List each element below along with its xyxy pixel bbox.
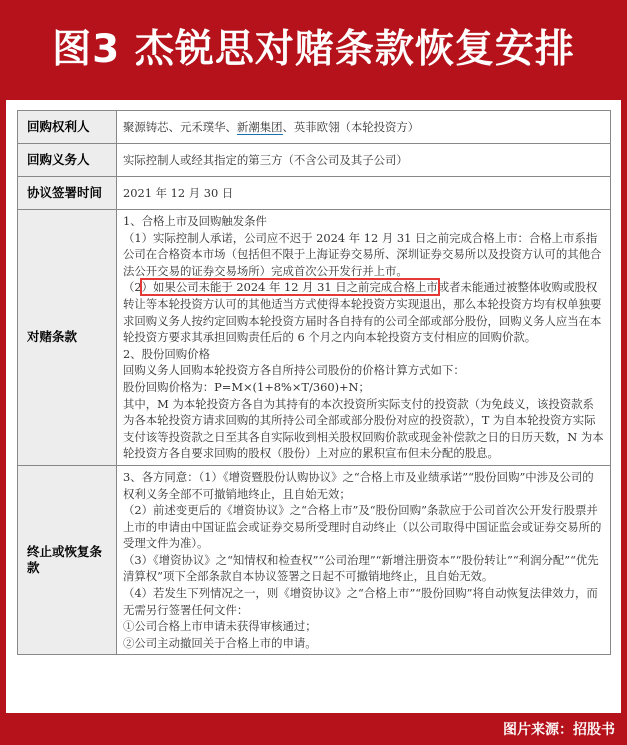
paragraph: 2、股份回购价格 <box>123 346 210 361</box>
paragraph: 1、合格上市及回购触发条件 <box>123 214 267 228</box>
paragraph: （2）前述变更后的《增资协议》之“合格上市”及“股份回购”条款应于公司首次公开发行股票并上市的申请由中国证监会或证券交易所受理时自动终止（以公司取得中国证监会或证券交易所的受理文件为准）。 <box>123 503 602 551</box>
row-label-repurchase-obligor: 回购义务人 <box>18 144 117 177</box>
paragraph: 3、各方同意：（1）《增资暨股份认购协议》之“合格上市及业绩承诺”“股份回购”中涉及公司的权利义务全部不可撤销地终止，且自始无效； <box>123 469 594 501</box>
paragraph: ②公司主动撤回关于合格上市的申请。 <box>123 635 317 650</box>
paragraph: 其中，M 为本轮投资方各自为其持有的本次投资所实际支付的投资款（为免歧义，该投资款系为各本轮投资方请求回购的其所持公司全部或部分股份对应的投资款），T 为自本轮投资方实际支付该等投资款之日至其各自实际收到相关股权回购价款或现金补偿款之日的日历天数，N 为本轮投资方各自要求回购的股权（股份）上对应的累积宣布但未分配的股息。 <box>123 396 604 461</box>
table-row <box>18 465 611 655</box>
table-row <box>18 177 611 210</box>
underlined-company: 新潮集团 <box>236 119 283 134</box>
text-rest: 或者未能通过被整体收购或股权转让等本轮投资方认可的其他适当方式使得本轮投资方实现退出，那么本轮投资方均有权单独要求回购义务人按约定回购本轮投资方届时各自持有的公司全部或部分股份，回购义务人应当在本轮投资方要求其承担回购责任后的 6 个月之内向本轮投资方支付相应的回购价款。 <box>123 280 602 345</box>
paragraph: （3）《增资协议》之“知情权和检查权”“公司治理”“新增注册资本”“股份转让”“利润分配”“优先清算权”项下全部条款自本协议签署之日起不可撤销地终止，且自始无效。 <box>123 552 599 584</box>
paragraph: 股份回购价格为：P=M×(1+8%×T/360)+N； <box>123 379 370 394</box>
paragraph: （1）实际控制人承诺，公司应不迟于 2024 年 12 月 31 日之前完成合格上市：合格上市系指公司在合格资本市场（包括但不限于上海证券交易所、深圳证券交易所以及投资方认可的其他合法公开交易的证券交易场所）完成首次公开发行并上市。 <box>123 230 602 278</box>
value-part: 、英菲欧翎（本轮投资方） <box>282 119 420 134</box>
row-value-vam-terms <box>117 210 611 466</box>
row-label-repurchase-holder: 回购权利人 <box>18 111 117 144</box>
terms-table <box>17 110 611 655</box>
highlighted-clause: ）如果公司未能于 2024 年 12 月 31 日之前完成合格上市 <box>141 280 438 295</box>
row-label-termination-recovery: 终止或恢复条款 <box>18 465 117 655</box>
image-source: 图片来源：招股书 <box>503 722 615 738</box>
row-value-repurchase-holder <box>117 111 611 144</box>
paragraph: 回购义务人回购本轮投资方各自所持公司股份的价格计算方式如下： <box>123 363 465 378</box>
table-panel <box>6 100 621 713</box>
row-label-vam-terms: 对赌条款 <box>18 210 117 466</box>
row-value-signing-date: 2021 年 12 月 30 日 <box>117 177 611 210</box>
value-part: 聚源铸芯、元禾璞华、 <box>123 119 237 134</box>
paragraph: （4）若发生下列情况之一，则《增资协议》之“合格上市”“股份回购”将自动恢复法律效力，而无需另行签署任何文件： <box>123 586 598 617</box>
row-value-repurchase-obligor: 实际控制人或经其指定的第三方（不含公司及其子公司） <box>117 144 611 177</box>
table-row <box>18 111 611 144</box>
paragraph <box>123 279 604 345</box>
figure-title: 图3 杰锐思对赌条款恢复安排 <box>52 27 575 72</box>
text-prefix: （2 <box>123 280 142 295</box>
table-row <box>18 144 611 177</box>
paragraph: ①公司合格上市申请未获得审核通过； <box>123 619 317 634</box>
table-row <box>18 210 611 466</box>
row-label-signing-date: 协议签署时间 <box>18 177 117 210</box>
row-value-termination-recovery <box>117 465 611 655</box>
